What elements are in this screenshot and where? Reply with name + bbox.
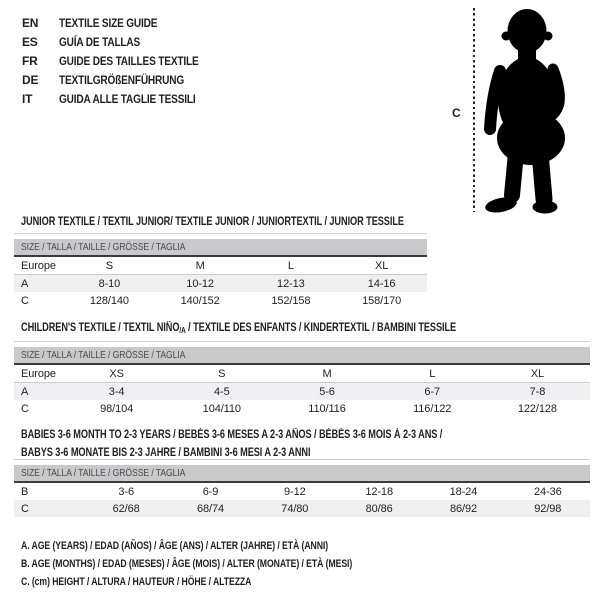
cell: 4-5 [214, 385, 230, 398]
column-header: XL [530, 367, 545, 380]
cell: 7-8 [529, 385, 546, 398]
subscript: /A [179, 326, 186, 335]
table-row-height [14, 500, 590, 517]
cell: 12-13 [277, 277, 305, 290]
row-label: C [21, 502, 29, 515]
cell: 152/158 [271, 294, 311, 307]
baby-silhouette-icon [483, 5, 573, 217]
language-code: IT [22, 91, 33, 106]
column-header: S [105, 259, 113, 272]
cell: 110/116 [308, 402, 346, 415]
cell: 24-36 [533, 485, 562, 498]
junior-size-table [14, 233, 427, 309]
column-header: M [322, 367, 332, 380]
column-header: M [195, 259, 205, 272]
children-size-table [14, 341, 590, 417]
row-label: C [21, 402, 29, 415]
row-label: A [21, 385, 29, 398]
table-row-height [14, 400, 590, 417]
language-code: ES [22, 34, 38, 49]
region-label: Europe [21, 367, 56, 380]
cell: 6-7 [424, 385, 441, 398]
language-list [22, 13, 225, 108]
column-header: XL [374, 259, 389, 272]
cell: 3-6 [118, 485, 134, 498]
language-title: GUIDE DES TAILLES TEXTILE [59, 53, 199, 68]
language-row-fr [22, 51, 225, 70]
height-measure-dashed-line [473, 8, 475, 212]
cell: 116/122 [413, 402, 452, 415]
language-title: TEXTILGRÖßENFÜHRUNG [59, 72, 185, 87]
row-label: C [21, 294, 29, 307]
table-top-rule [14, 459, 590, 460]
language-row-en [22, 13, 225, 32]
language-title: TEXTILE SIZE GUIDE [59, 15, 158, 30]
babies-section-title: BABIES 3-6 MONTH TO 2-3 YEARS / BEBÉS 3-6 MESES A 2-3 AÑOS / BÉBÉS 3-6 MOIS À 2-3 ANS / BABYS 3-6 MONATE BIS 2-3 JAHRE / BAMBINI 3-6 MESI A 2-3 ANNI [21, 429, 443, 459]
cell: 98/104 [100, 402, 134, 415]
table-row-age [14, 383, 590, 400]
size-header-bar: SIZE / TALLA / TAILLE / GRÖSSE / TAGLIA [14, 465, 590, 483]
cell: 10-12 [186, 277, 214, 290]
cell: 104/110 [202, 402, 241, 415]
cell: 140/152 [180, 294, 220, 307]
footnotes [21, 537, 440, 591]
cell: 5-6 [319, 385, 335, 398]
babies-size-table [14, 459, 590, 517]
cell: 3-4 [108, 385, 125, 398]
cell: 8-10 [98, 277, 121, 290]
junior-section-title: JUNIOR TEXTILE / TEXTIL JUNIOR/ TEXTILE JUNIOR / JUNIORTEXTIL / JUNIOR TESSILE [21, 216, 404, 228]
cell: 92/98 [534, 502, 562, 515]
language-code: EN [22, 15, 39, 30]
cell: 128/140 [89, 294, 129, 307]
cell: 80/86 [365, 502, 393, 515]
cell: 158/170 [362, 294, 402, 307]
cell: 14-16 [367, 277, 396, 290]
column-header: L [429, 367, 436, 380]
height-measure-label: C [452, 106, 461, 120]
column-header: S [218, 367, 226, 380]
size-header-bar: SIZE / TALLA / TAILLE / GRÖSSE / TAGLIA [14, 239, 427, 257]
cell: 62/68 [112, 502, 140, 515]
language-row-es [22, 32, 225, 51]
cell: 74/80 [281, 502, 309, 515]
language-row-de [22, 70, 225, 89]
cell: 9-12 [284, 485, 306, 498]
language-title: GUIDA ALLE TAGLIE TESSILI [59, 91, 196, 106]
cell: 6-9 [202, 485, 219, 498]
row-label: B [21, 485, 29, 498]
table-row-height [14, 292, 427, 309]
table-row-age [14, 275, 427, 292]
columns-header-row [14, 365, 590, 383]
region-label: Europe [21, 259, 56, 272]
cell: 122/128 [517, 402, 557, 415]
table-row-age-months [14, 483, 590, 500]
footnote-c: C. (cm) HEIGHT / ALTURA / HAUTEUR / HÖHE / ALTEZZA [21, 576, 252, 588]
cell: 12-18 [365, 485, 393, 498]
cell: 86/92 [449, 502, 477, 515]
table-top-rule [14, 341, 590, 342]
column-header: XS [109, 367, 124, 380]
column-header: L [287, 259, 294, 272]
cell: 68/74 [196, 502, 224, 515]
language-code: DE [22, 72, 39, 87]
footnote-a: A. AGE (YEARS) / EDAD (AÑOS) / ÂGE (ANS) / ALTER (JAHRE) / ETÀ (ANNI) [21, 540, 329, 552]
language-code: FR [22, 53, 38, 68]
language-title: GUÍA DE TALLAS [59, 34, 141, 49]
size-header-bar: SIZE / TALLA / TAILLE / GRÖSSE / TAGLIA [14, 347, 590, 365]
footnote-b: B. AGE (MONTHS) / EDAD (MESES) / ÂGE (MOIS) / ALTER (MONATE) / ETÀ (MESI) [21, 558, 353, 570]
table-top-rule [14, 233, 427, 234]
cell: 18-24 [449, 485, 478, 498]
columns-header-row [14, 257, 427, 275]
language-row-it [22, 89, 225, 108]
row-label: A [21, 277, 29, 290]
children-section-title: CHILDREN'S TEXTILE / TEXTIL $NIÑO_{/A}$ / TEXTILE DES ENFANTS / KINDERTEXTIL / BAMBINI TESSILE [21, 322, 457, 335]
